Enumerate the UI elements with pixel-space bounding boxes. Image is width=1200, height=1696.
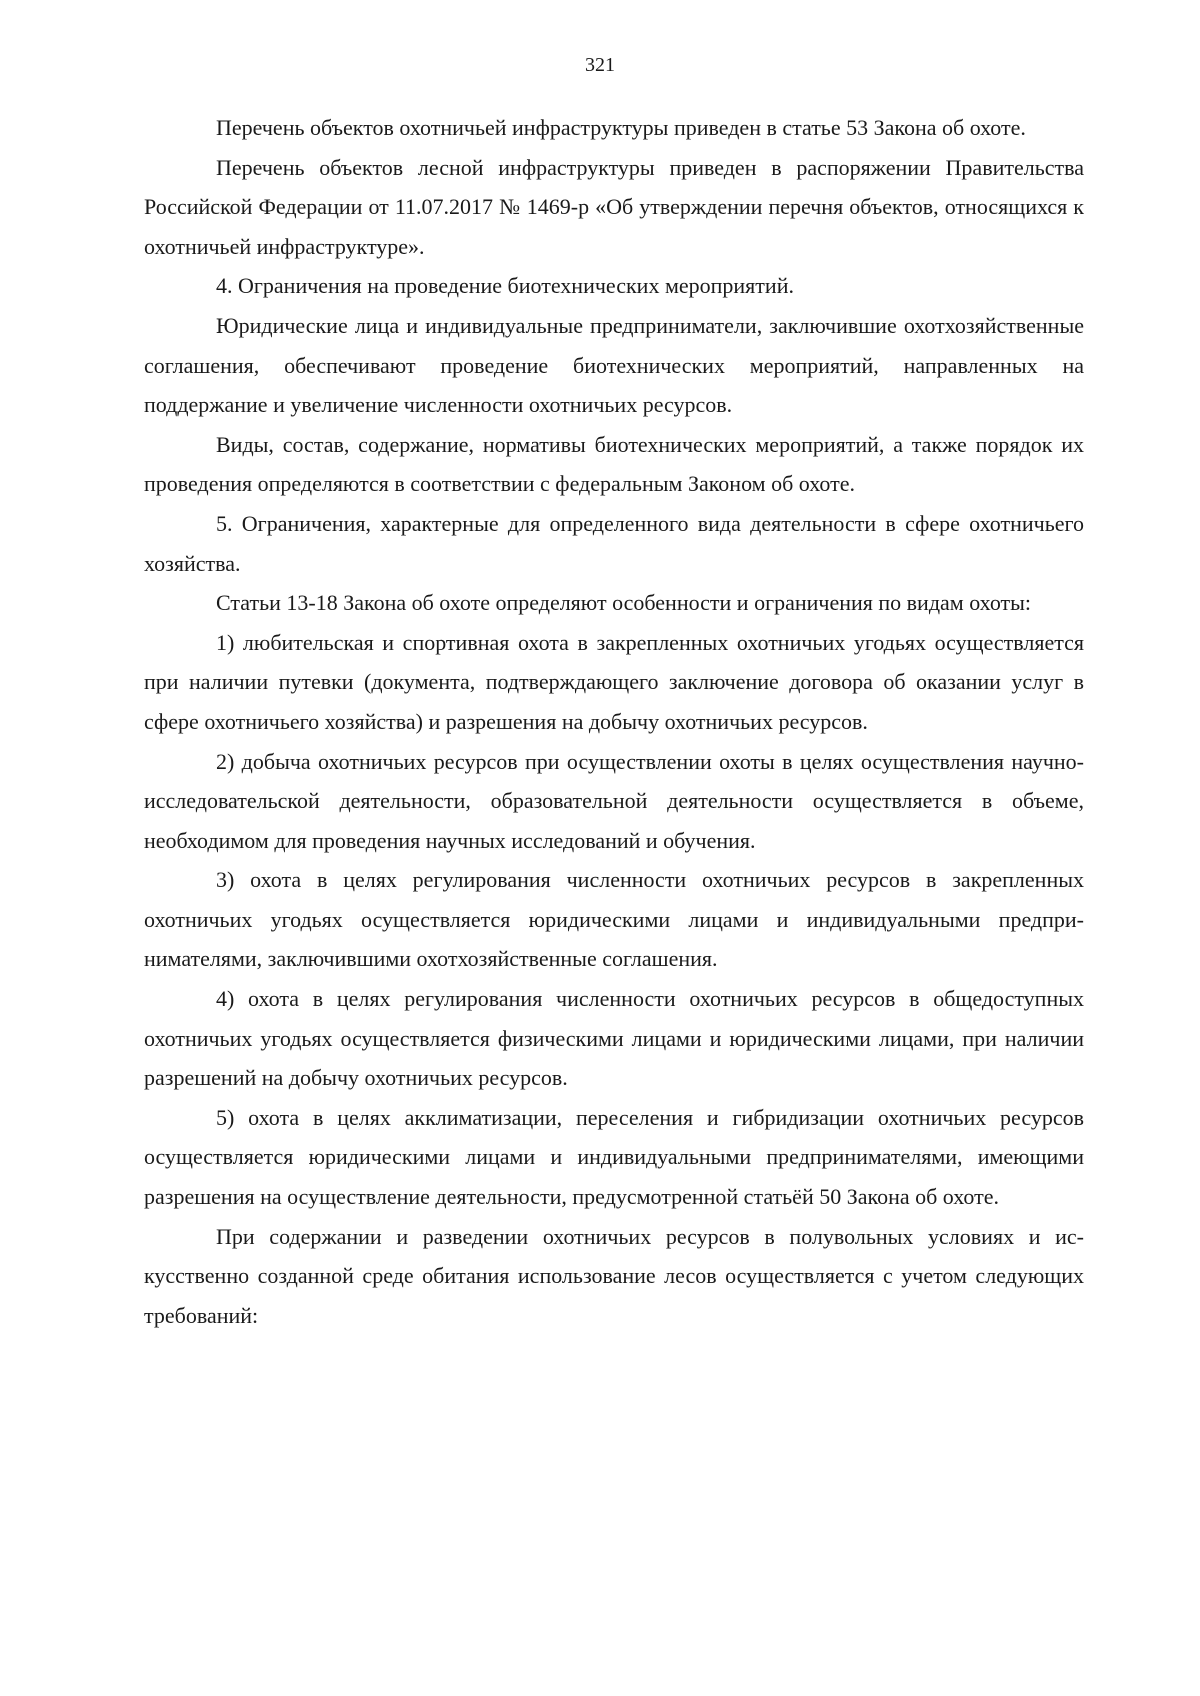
list-item-5: 5) охота в целях акклиматизации, переселения и гибридизации охотничьих ресурсов осуществляется юридическими лицами и индивидуальными предпринимателями, имеющими разрешения на осуществление деятельности, предусмотренной статьёй 50 Закона об охоте. [144,1104,1084,1210]
list-item-3: 3) охота в целях регулирования численности охотничьих ресурсов в закрепленных охотничьих угодьях осуществляется юридическими лицами и индивидуальными предпринимателями, заключившими охотхозяйственные соглашения. [144,867,1084,972]
paragraph-articles-13-18: Статьи 13-18 Закона об охоте определяют особенности и ограничения по видам охоты: [216,590,1032,616]
section-heading-activity-restrictions: 5. Ограничения, характерные для определенного вида деятельности в сфере охотничьего хозяйства. [144,510,1084,576]
paragraph-biotechnical-norms: Виды, состав, содержание, нормативы биотехнических мероприятий, а также порядок их проведения определяются в соответствии с федеральным Законом об охоте. [144,431,1084,497]
list-item-4: 4) охота в целях регулирования численности охотничьих ресурсов в общедоступных охотничьих угодьях осуществляется физическими лицами и юридическими лицами, при наличии разрешений на добычу охотничьих ресурсов. [144,986,1084,1091]
document-body [144,108,1084,1335]
paragraph-semi-free-conditions: При содержании и разведении охотничьих ресурсов в полувольных условиях и искусственно созданной среде обитания использование лесов осуществляется с учетом следующих требований: [144,1223,1084,1328]
paragraph-hunting-infrastructure: Перечень объектов охотничьей инфраструктуры приведен в статье 53 Закона об охоте. [216,115,1026,140]
paragraph-legal-entities-biotechnical: Юридические лица и индивидуальные предприниматели, заключившие охотхозяйственные соглашения, обеспечивают проведение биотехнических мероприятий, направленных на поддержание и увеличение численности охотничьих ресурсов. [144,312,1084,418]
paragraph-forest-infrastructure: Перечень объектов лесной инфраструктуры приведен в распоряжении Правительства Российской Федерации от 11.07.2017 № 1469-р «Об утверждении перечня объектов, относящихся к охотничьей инфраструктуре». [144,154,1084,259]
section-heading-biotechnical-restrictions: 4. Ограничения на проведение биотехнических мероприятий. [216,273,794,299]
page-number: 321 [585,54,615,76]
list-item-1: 1) любительская и спортивная охота в закрепленных охотничьих угодьях осуществляется при наличии путевки (документа, подтверждающего заключение договора об оказании услуг в сфере охотничьего хозяйства) и разрешения на добычу охотничьих ресурсов. [144,629,1084,734]
list-item-2: 2) добыча охотничьих ресурсов при осуществлении охоты в целях осуществления научно-исследовательской деятельности, образовательной деятельности осуществляется в объеме, необходимом для проведения научных исследований и обучения. [144,748,1084,853]
